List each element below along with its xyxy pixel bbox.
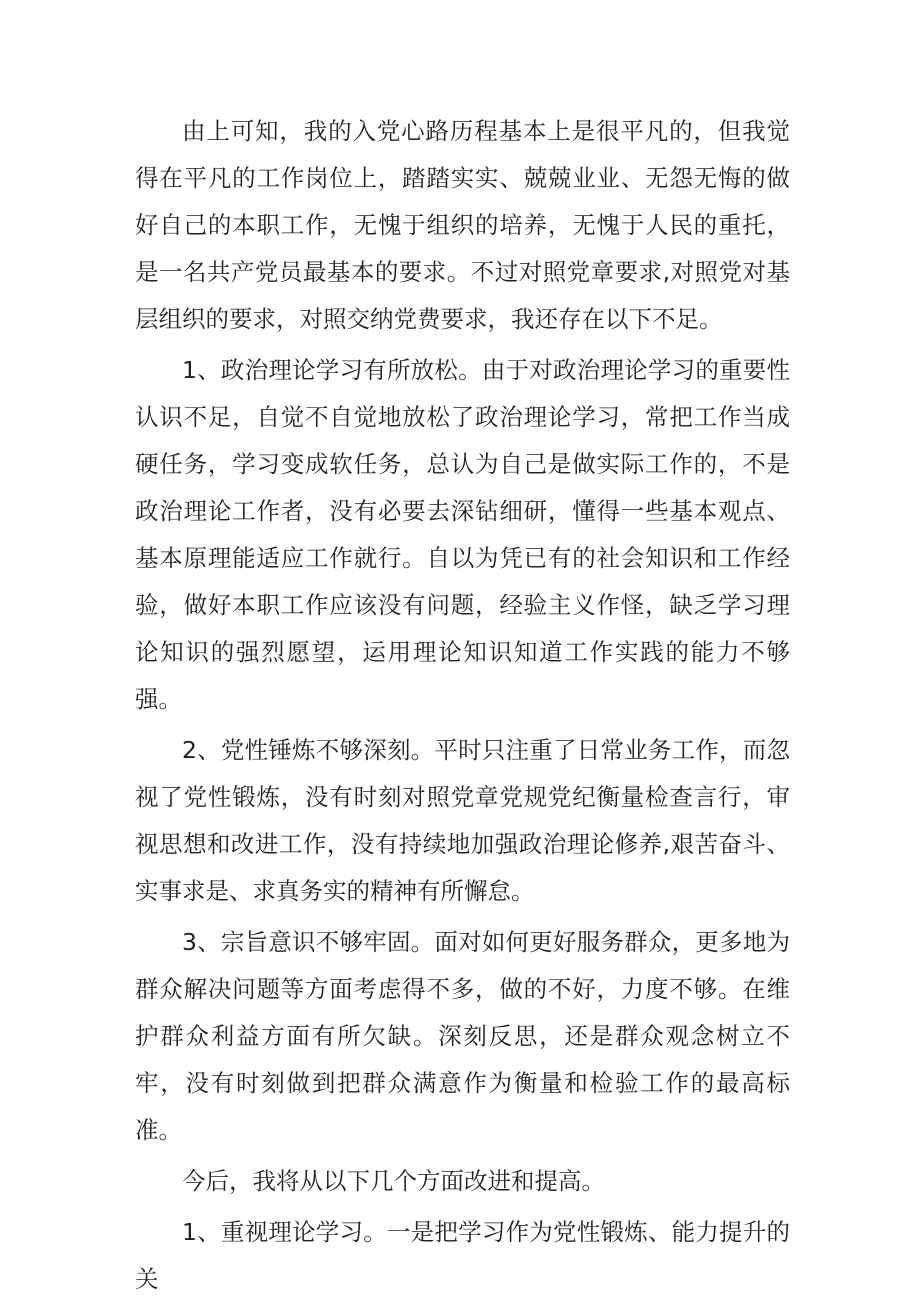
paragraph-point-3-purpose-awareness: 3、宗旨意识不够牢固。面对如何更好服务群众，更多地为群众解决问题等方面考虑得不多，做的不好，力度不够。在维护群众利益方面有所欠缺。深刻反思，还是群众观念树立不牢，没有时刻做到把群众满意作为衡量和检验工作的最高标准。 (135, 928, 790, 1144)
paragraph-point-2-party-spirit: 2、党性锤炼不够深刻。平时只注重了日常业务工作，而忽视了党性锻炼，没有时刻对照党章党规党纪衡量检查言行，审视思想和改进工作，没有持续地加强政治理论修养,艰苦奋斗、实事求是、求真务实的精神有所懈怠。 (135, 736, 790, 905)
paragraph-improvement-intro: 今后，我将从以下几个方面改进和提高。 (182, 1167, 605, 1195)
paragraph-summary: 由上可知，我的入党心路历程基本上是很平凡的，但我觉得在平凡的工作岗位上，踏踏实实、兢兢业业、无怨无悔的做好自己的本职工作，无愧于组织的培养，无愧于人民的重托，是一名共产党员最基本的要求。不过对照党章要求,对照党对基层组织的要求，对照交纳党费要求，我还存在以下不足。 (135, 117, 790, 333)
document-body (135, 108, 790, 1307)
paragraph-improvement-1: 1、重视理论学习。一是把学习作为党性锻炼、能力提升的关 (135, 1218, 790, 1293)
paragraph-point-1-theory-study: 1、政治理论学习有所放松。由于对政治理论学习的重要性认识不足，自觉不自觉地放松了政治理论学习，常把工作当成硬任务，学习变成软任务，总认为自己是做实际工作的，不是政治理论工作者，没有必要去深钻细研，懂得一些基本观点、基本原理能适应工作就行。自以为凭已有的社会知识和工作经验，做好本职工作应该没有问题，经验主义作怪，缺乏学习理论知识的强烈愿望，运用理论知识知道工作实践的能力不够强。 (135, 356, 790, 713)
